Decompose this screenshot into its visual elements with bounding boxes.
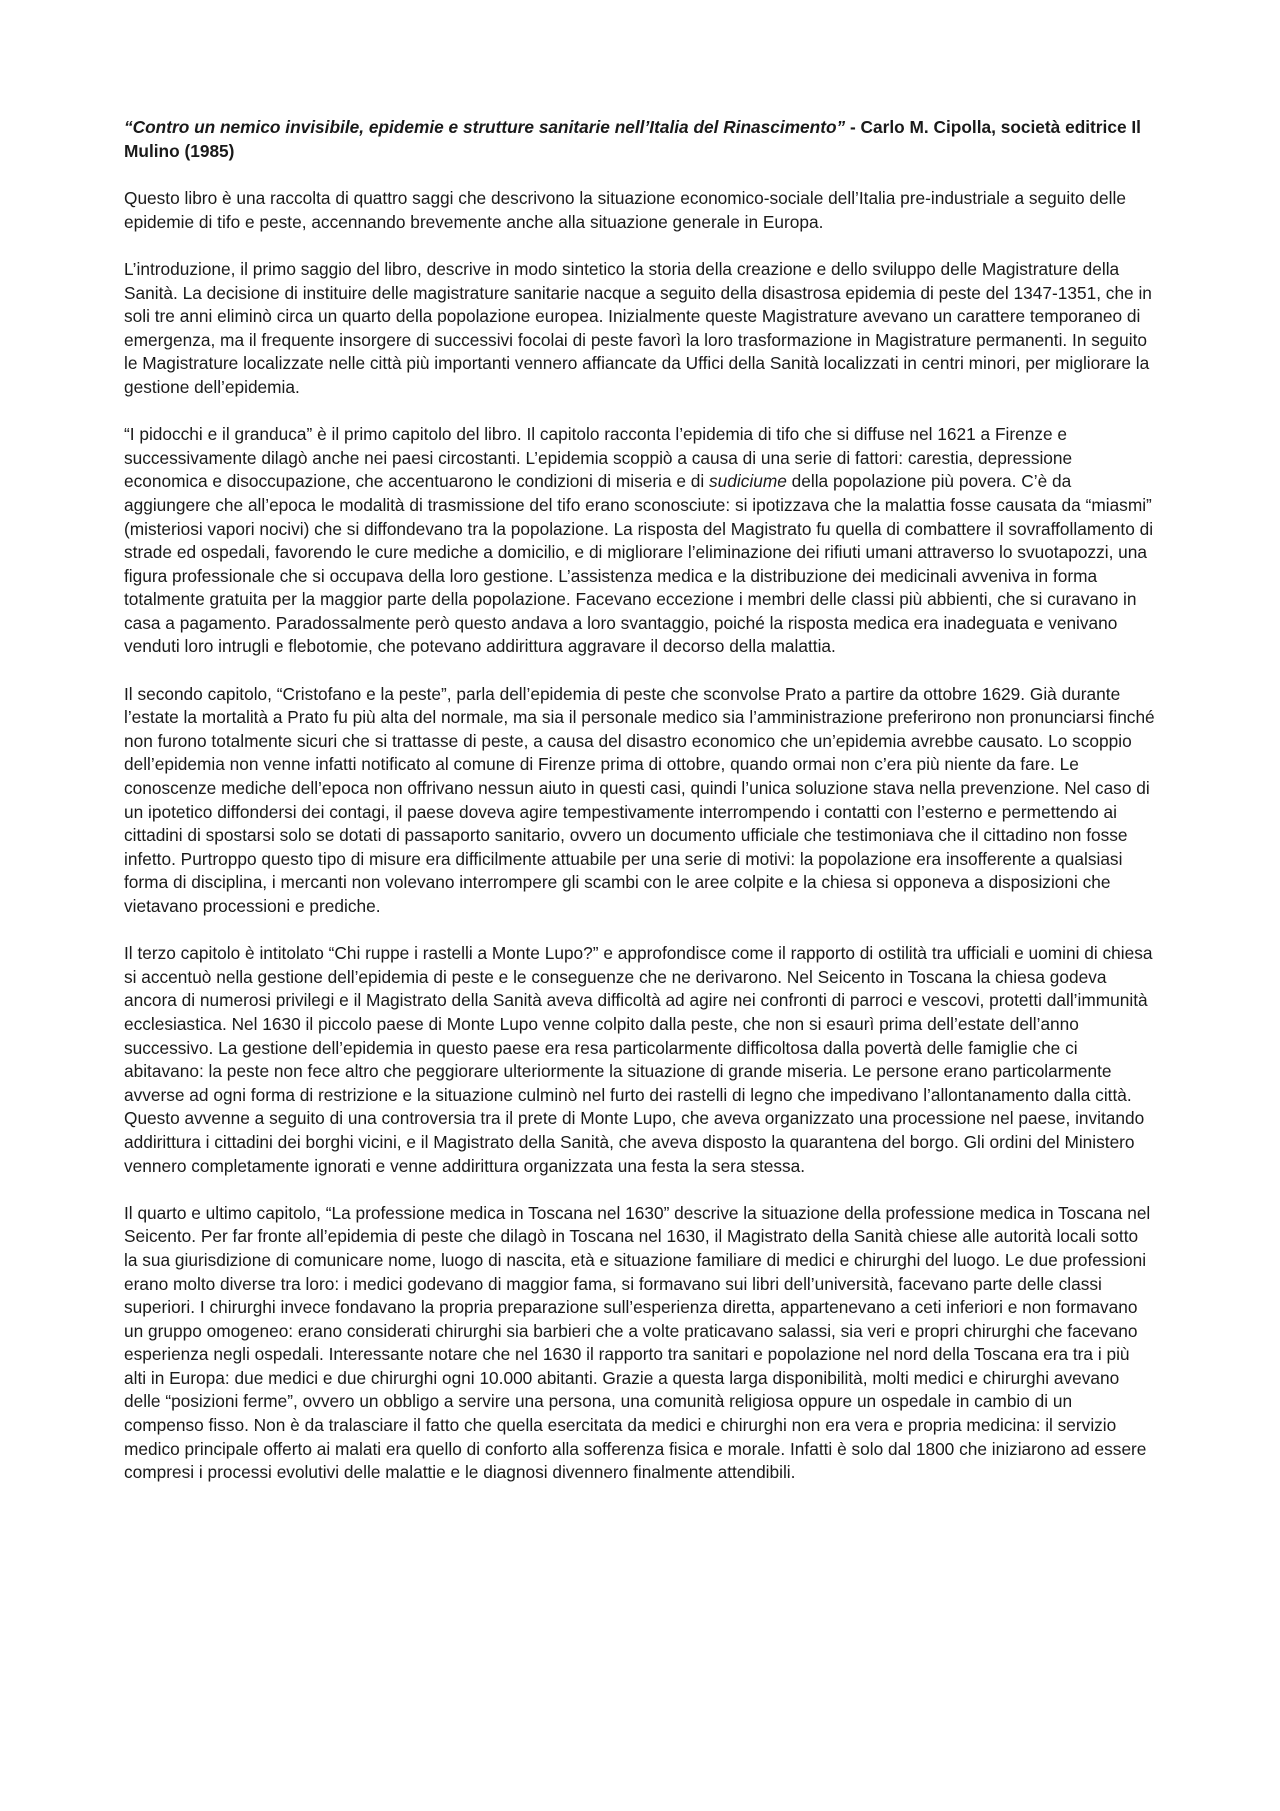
paragraph-chapter-four: Il quarto e ultimo capitolo, “La professione medica in Toscana nel 1630” descrive la situazione della professione medica in Toscana nel Seicento. Per far fronte all’epidemia di peste che dilagò in Toscana nel 1630, il Magistrato della Sanità chiese alle autorità locali sotto la sua giurisdizione di comunicare nome, luogo di nascita, età e situazione familiare di medici e chirurghi del luogo. Le due professioni erano molto diverse tra loro: i medici godevano di maggior fama, si formavano sui libri dell’università, facevano parte delle classi superiori. I chirurghi invece fondavano la propria preparazione sull’esperienza diretta, appartenevano a ceti inferiori e non formavano un gruppo omogeneo: erano considerati chirurghi sia barbieri che a volte praticavano salassi, sia veri e propri chirurghi che facevano esperienza negli ospedali. Interessante notare che nel 1630 il rapporto tra sanitari e popolazione nel nord della Toscana era tra i più alti in Europa: due medici e due chirurghi ogni 10.000 abitanti. Grazie a questa larga disponibilità, molti medici e chirurghi avevano delle “posizioni ferme”, ovvero un obbligo a servire una persona, una comunità religiosa oppure un ospedale in cambio di un compenso fisso. Non è da tralasciare il fatto che quella esercitata da medici e chirurghi non era vera e propria medicina: il servizio medico principale offerto ai malati era quello di conforto alla sofferenza fisica e morale. Infatti è solo dal 1800 che iniziarono ad essere compresi i processi evolutivi delle malattie e le diagnosi divennero finalmente attendibili. xyxy=(124,1202,1151,1483)
author-publisher: - Carlo M. Cipolla, società editrice Il Mulino (1985) xyxy=(124,117,1141,161)
chapter-one-text-start: “I pidocchi e il granduca” è il primo capitolo del libro. Il capitolo racconta l’epidemia di tifo che si diffuse nel 1621 a Firenze e successivamente dilagò anche nei paesi circostanti. L’epidemia scoppiò a causa di una serie di fattori: carestia, depressione economica e disoccupazione, che accentuarono le condizioni di miseria e di xyxy=(124,424,1073,492)
paragraph-chapter-one xyxy=(124,423,1156,659)
paragraph-chapter-two: Il secondo capitolo, “Cristofano e la peste”, parla dell’epidemia di peste che sconvolse Prato a partire da ottobre 1629. Già durante l’estate la mortalità a Prato fu più alta del normale, ma sia il personale medico sia l’amministrazione preferirono non pronunciarsi finché non furono totalmente sicuri che si trattasse di peste, a causa del disastro economico che un’epidemia avrebbe causato. Lo scoppio dell’epidemia non venne infatti notificato al comune di Firenze prima di ottobre, quando ormai non c’era più niente da fare. Le conoscenze mediche dell’epoca non offrivano nessun aiuto in questi casi, quindi l’unica soluzione stava nella prevenzione. Nel caso di un ipotetico diffondersi dei contagi, il paese doveva agire tempestivamente interrompendo i contatti con l’esterno e permettendo ai cittadini di spostarsi solo se dotati di passaporto sanitario, ovvero un documento ufficiale che testimoniava che il cittadino non fosse infetto. Purtroppo questo tipo di misure era difficilmente attuabile per una serie di motivi: la popolazione era insofferente a qualsiasi forma di disciplina, i mercanti non volevano interrompere gli scambi con le aree colpite e la chiesa si opponeva a disposizioni che vietavano processioni e prediche. xyxy=(124,683,1155,916)
paragraph-chapter-three: Il terzo capitolo è intitolato “Chi ruppe i rastelli a Monte Lupo?” e approfondisce come il rapporto di ostilità tra ufficiali e uomini di chiesa si accentuò nella gestione dell’epidemia di peste e le conseguenze che ne derivarono. Nel Seicento in Toscana la chiesa godeva ancora di numerosi privilegi e il Magistrato della Sanità aveva difficoltà ad agire nei confronti di parroci e vescovi, protetti dall’immunità ecclesiastica. Nel 1630 il piccolo paese di Monte Lupo venne colpito dalla peste, che non si esaurì prima dell’estate dell’anno successivo. La gestione dell’epidemia in questo paese era resa particolarmente difficoltosa dalla povertà delle famiglie che ci abitavano: la peste non fece altro che peggiorare ulteriormente la situazione di grande miseria. Le persone erano particolarmente avverse ad ogni forma di restrizione e la situazione culminò nel furto dei rastelli di legno che impedivano l’allontanamento dalla città. Questo avvenne a seguito di una controversia tra il prete di Monte Lupo, che aveva organizzato una processione nel paese, invitando addirittura i cittadini dei borghi vicini, e il Magistrato della Sanità, che aveva disposto la quarantena del borgo. Gli ordini del Ministero vennero completamente ignorati e venne addirittura organizzata una festa la sera stessa. xyxy=(124,943,1153,1176)
chapter-one-italic-word: sudiciume xyxy=(709,471,787,492)
paragraph-overview: Questo libro è una raccolta di quattro saggi che descrivono la situazione economico-sociale dell’Italia pre-industriale a seguito delle epidemie di tifo e peste, accennando brevemente anche alla situazione generale in Europa. xyxy=(124,188,1126,232)
book-title: “Contro un nemico invisibile, epidemie e strutture sanitarie nell’Italia del Rinascimento” xyxy=(124,117,846,137)
paragraph-introduction: L’introduzione, il primo saggio del libro, descrive in modo sintetico la storia della creazione e dello sviluppo delle Magistrature della Sanità. La decisione di instituire delle magistrature sanitarie nacque a seguito della disastrosa epidemia di peste del 1347-1351, che in soli tre anni eliminò circa un quarto della popolazione europea. Inizialmente queste Magistrature avevano un carattere temporaneo di emergenza, ma il frequente insorgere di successivi focolai di peste favorì la loro trasformazione in Magistrature permanenti. In seguito le Magistrature localizzate nelle città più importanti vennero affiancate da Uffici della Sanità localizzati in centri minori, per migliorare la gestione dell’epidemia. xyxy=(124,258,1152,397)
chapter-one-text-end: della popolazione più povera. C’è da aggiungere che all’epoca le modalità di trasmissione del tifo erano sconosciute: si ipotizzava che la malattia fosse causata da “miasmi” (misteriosi vapori nocivi) che si diffondevano tra la popolazione. La risposta del Magistrato fu quella di combattere il sovraffollamento di strade ed ospedali, favorendo le cure mediche a domicilio, e di migliorare l’eliminazione dei rifiuti umani attraverso lo svuotapozzi, una figura professionale che si occupava della loro gestione. L’assistenza medica e la distribuzione dei medicinali avveniva in forma totalmente gratuita per la maggior parte della popolazione. Facevano eccezione i membri delle classi più abbienti, che si curavano in casa a pagamento. Paradossalmente però questo andava a loro svantaggio, poiché la risposta medica era inadeguata e venivano venduti loro intrugli e flebotomie, che potevano addirittura aggravare il decorso della malattia. xyxy=(124,471,1154,657)
document-heading xyxy=(124,116,1156,163)
